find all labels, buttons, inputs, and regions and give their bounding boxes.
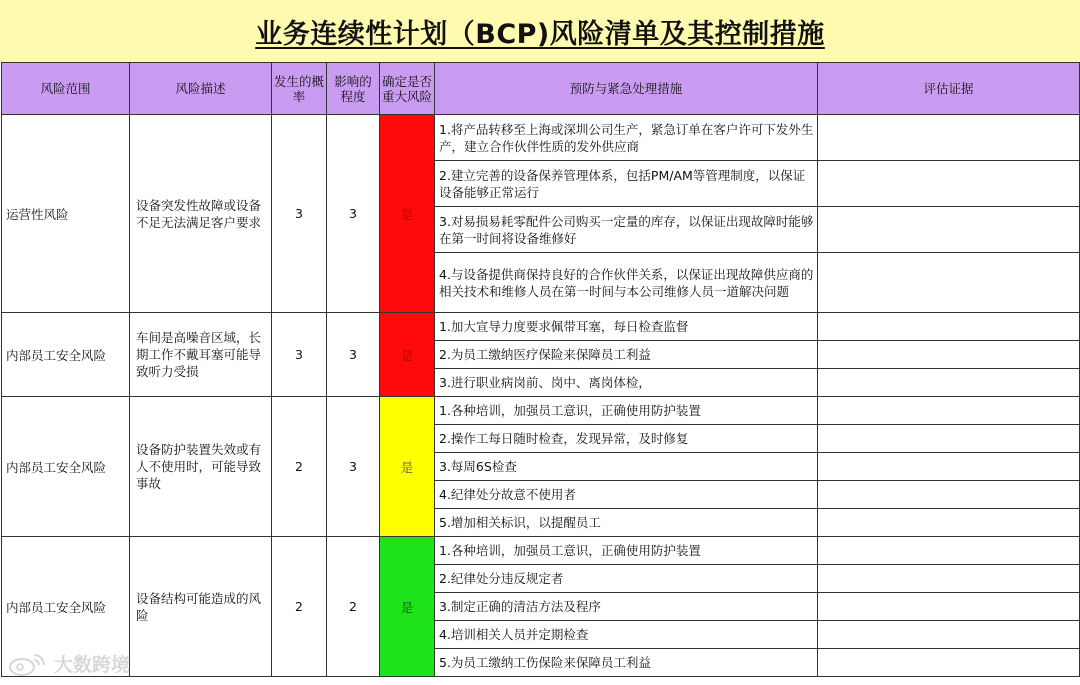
weibo-logo-icon xyxy=(8,651,48,677)
evidence-cell xyxy=(818,115,1080,161)
header-description: 风险描述 xyxy=(130,63,272,115)
risk-impact: 3 xyxy=(327,313,380,397)
risk-description: 设备结构可能造成的风险 xyxy=(130,537,272,677)
evidence-cell xyxy=(818,453,1080,481)
evidence-cell xyxy=(818,425,1080,453)
measure-item: 5.增加相关标识，以提醒员工 xyxy=(435,509,818,537)
header-measures: 预防与紧急处理措施 xyxy=(435,63,818,115)
measure-item: 1.各种培训，加强员工意识，正确使用防护装置 xyxy=(435,397,818,425)
title-bar xyxy=(0,0,1080,62)
header-row xyxy=(2,63,1080,115)
risk-description: 设备防护装置失效或有人不使用时，可能导致事故 xyxy=(130,397,272,537)
major-risk-flag: 是 xyxy=(380,397,435,537)
risk-probability: 3 xyxy=(272,313,327,397)
risk-scope: 内部员工安全风险 xyxy=(2,313,130,397)
table-row xyxy=(2,537,1080,565)
evidence-cell xyxy=(818,161,1080,207)
evidence-cell xyxy=(818,369,1080,397)
evidence-cell xyxy=(818,341,1080,369)
risk-table xyxy=(1,62,1080,677)
risk-impact: 3 xyxy=(327,115,380,313)
measure-item: 4.培训相关人员并定期检查 xyxy=(435,621,818,649)
measure-item: 2.建立完善的设备保养管理体系，包括PM/AM等管理制度，以保证设备能够正常运行 xyxy=(435,161,818,207)
evidence-cell xyxy=(818,649,1080,677)
measure-item: 1.各种培训，加强员工意识，正确使用防护装置 xyxy=(435,537,818,565)
header-impact: 影响的程度 xyxy=(327,63,380,115)
evidence-cell xyxy=(818,565,1080,593)
measure-item: 2.操作工每日随时检查，发现异常，及时修复 xyxy=(435,425,818,453)
page-title: 业务连续性计划（BCP)风险清单及其控制措施 xyxy=(255,18,825,50)
measure-item: 3.制定正确的清洁方法及程序 xyxy=(435,593,818,621)
evidence-cell xyxy=(818,509,1080,537)
header-major: 确定是否重大风险 xyxy=(380,63,435,115)
evidence-cell xyxy=(818,253,1080,313)
table-row xyxy=(2,115,1080,161)
risk-scope: 内部员工安全风险 xyxy=(2,397,130,537)
risk-scope: 内部员工安全风险 xyxy=(2,537,130,677)
measure-item: 3.对易损易耗零配件公司购买一定量的库存，以保证出现故障时能够在第一时间将设备维修好 xyxy=(435,207,818,253)
measure-item: 3.每周6S检查 xyxy=(435,453,818,481)
watermark xyxy=(8,650,130,677)
measure-item: 4.纪律处分故意不使用者 xyxy=(435,481,818,509)
risk-description: 车间是高噪音区域，长期工作不戴耳塞可能导致听力受损 xyxy=(130,313,272,397)
header-scope: 风险范围 xyxy=(2,63,130,115)
risk-probability: 2 xyxy=(272,397,327,537)
risk-scope: 运营性风险 xyxy=(2,115,130,313)
header-evidence: 评估证据 xyxy=(818,63,1080,115)
evidence-cell xyxy=(818,621,1080,649)
watermark-text: 大数跨境 xyxy=(54,654,131,676)
risk-impact: 3 xyxy=(327,397,380,537)
measure-item: 4.与设备提供商保持良好的合作伙伴关系，以保证出现故障供应商的相关技术和维修人员在第一时间与本公司维修人员一道解决问题 xyxy=(435,253,818,313)
measure-item: 2.为员工缴纳医疗保险来保障员工利益 xyxy=(435,341,818,369)
evidence-cell xyxy=(818,537,1080,565)
major-risk-flag: 是 xyxy=(380,537,435,677)
risk-description: 设备突发性故障或设备不足无法满足客户要求 xyxy=(130,115,272,313)
measure-item: 3.进行职业病岗前、岗中、离岗体检， xyxy=(435,369,818,397)
measure-item: 1.加大宣导力度要求佩带耳塞，每日检查监督 xyxy=(435,313,818,341)
evidence-cell xyxy=(818,593,1080,621)
evidence-cell xyxy=(818,397,1080,425)
measure-item: 5.为员工缴纳工伤保险来保障员工利益 xyxy=(435,649,818,677)
risk-probability: 3 xyxy=(272,115,327,313)
evidence-cell xyxy=(818,481,1080,509)
risk-probability: 2 xyxy=(272,537,327,677)
measure-item: 2.纪律处分违反规定者 xyxy=(435,565,818,593)
evidence-cell xyxy=(818,313,1080,341)
major-risk-flag: 是 xyxy=(380,313,435,397)
evidence-cell xyxy=(818,207,1080,253)
major-risk-flag: 是 xyxy=(380,115,435,313)
header-probability: 发生的概率 xyxy=(272,63,327,115)
risk-impact: 2 xyxy=(327,537,380,677)
table-row xyxy=(2,313,1080,341)
measure-item: 1.将产品转移至上海或深圳公司生产，紧急订单在客户许可下发外生产，建立合作伙伴性质的发外供应商 xyxy=(435,115,818,161)
table-row xyxy=(2,397,1080,425)
